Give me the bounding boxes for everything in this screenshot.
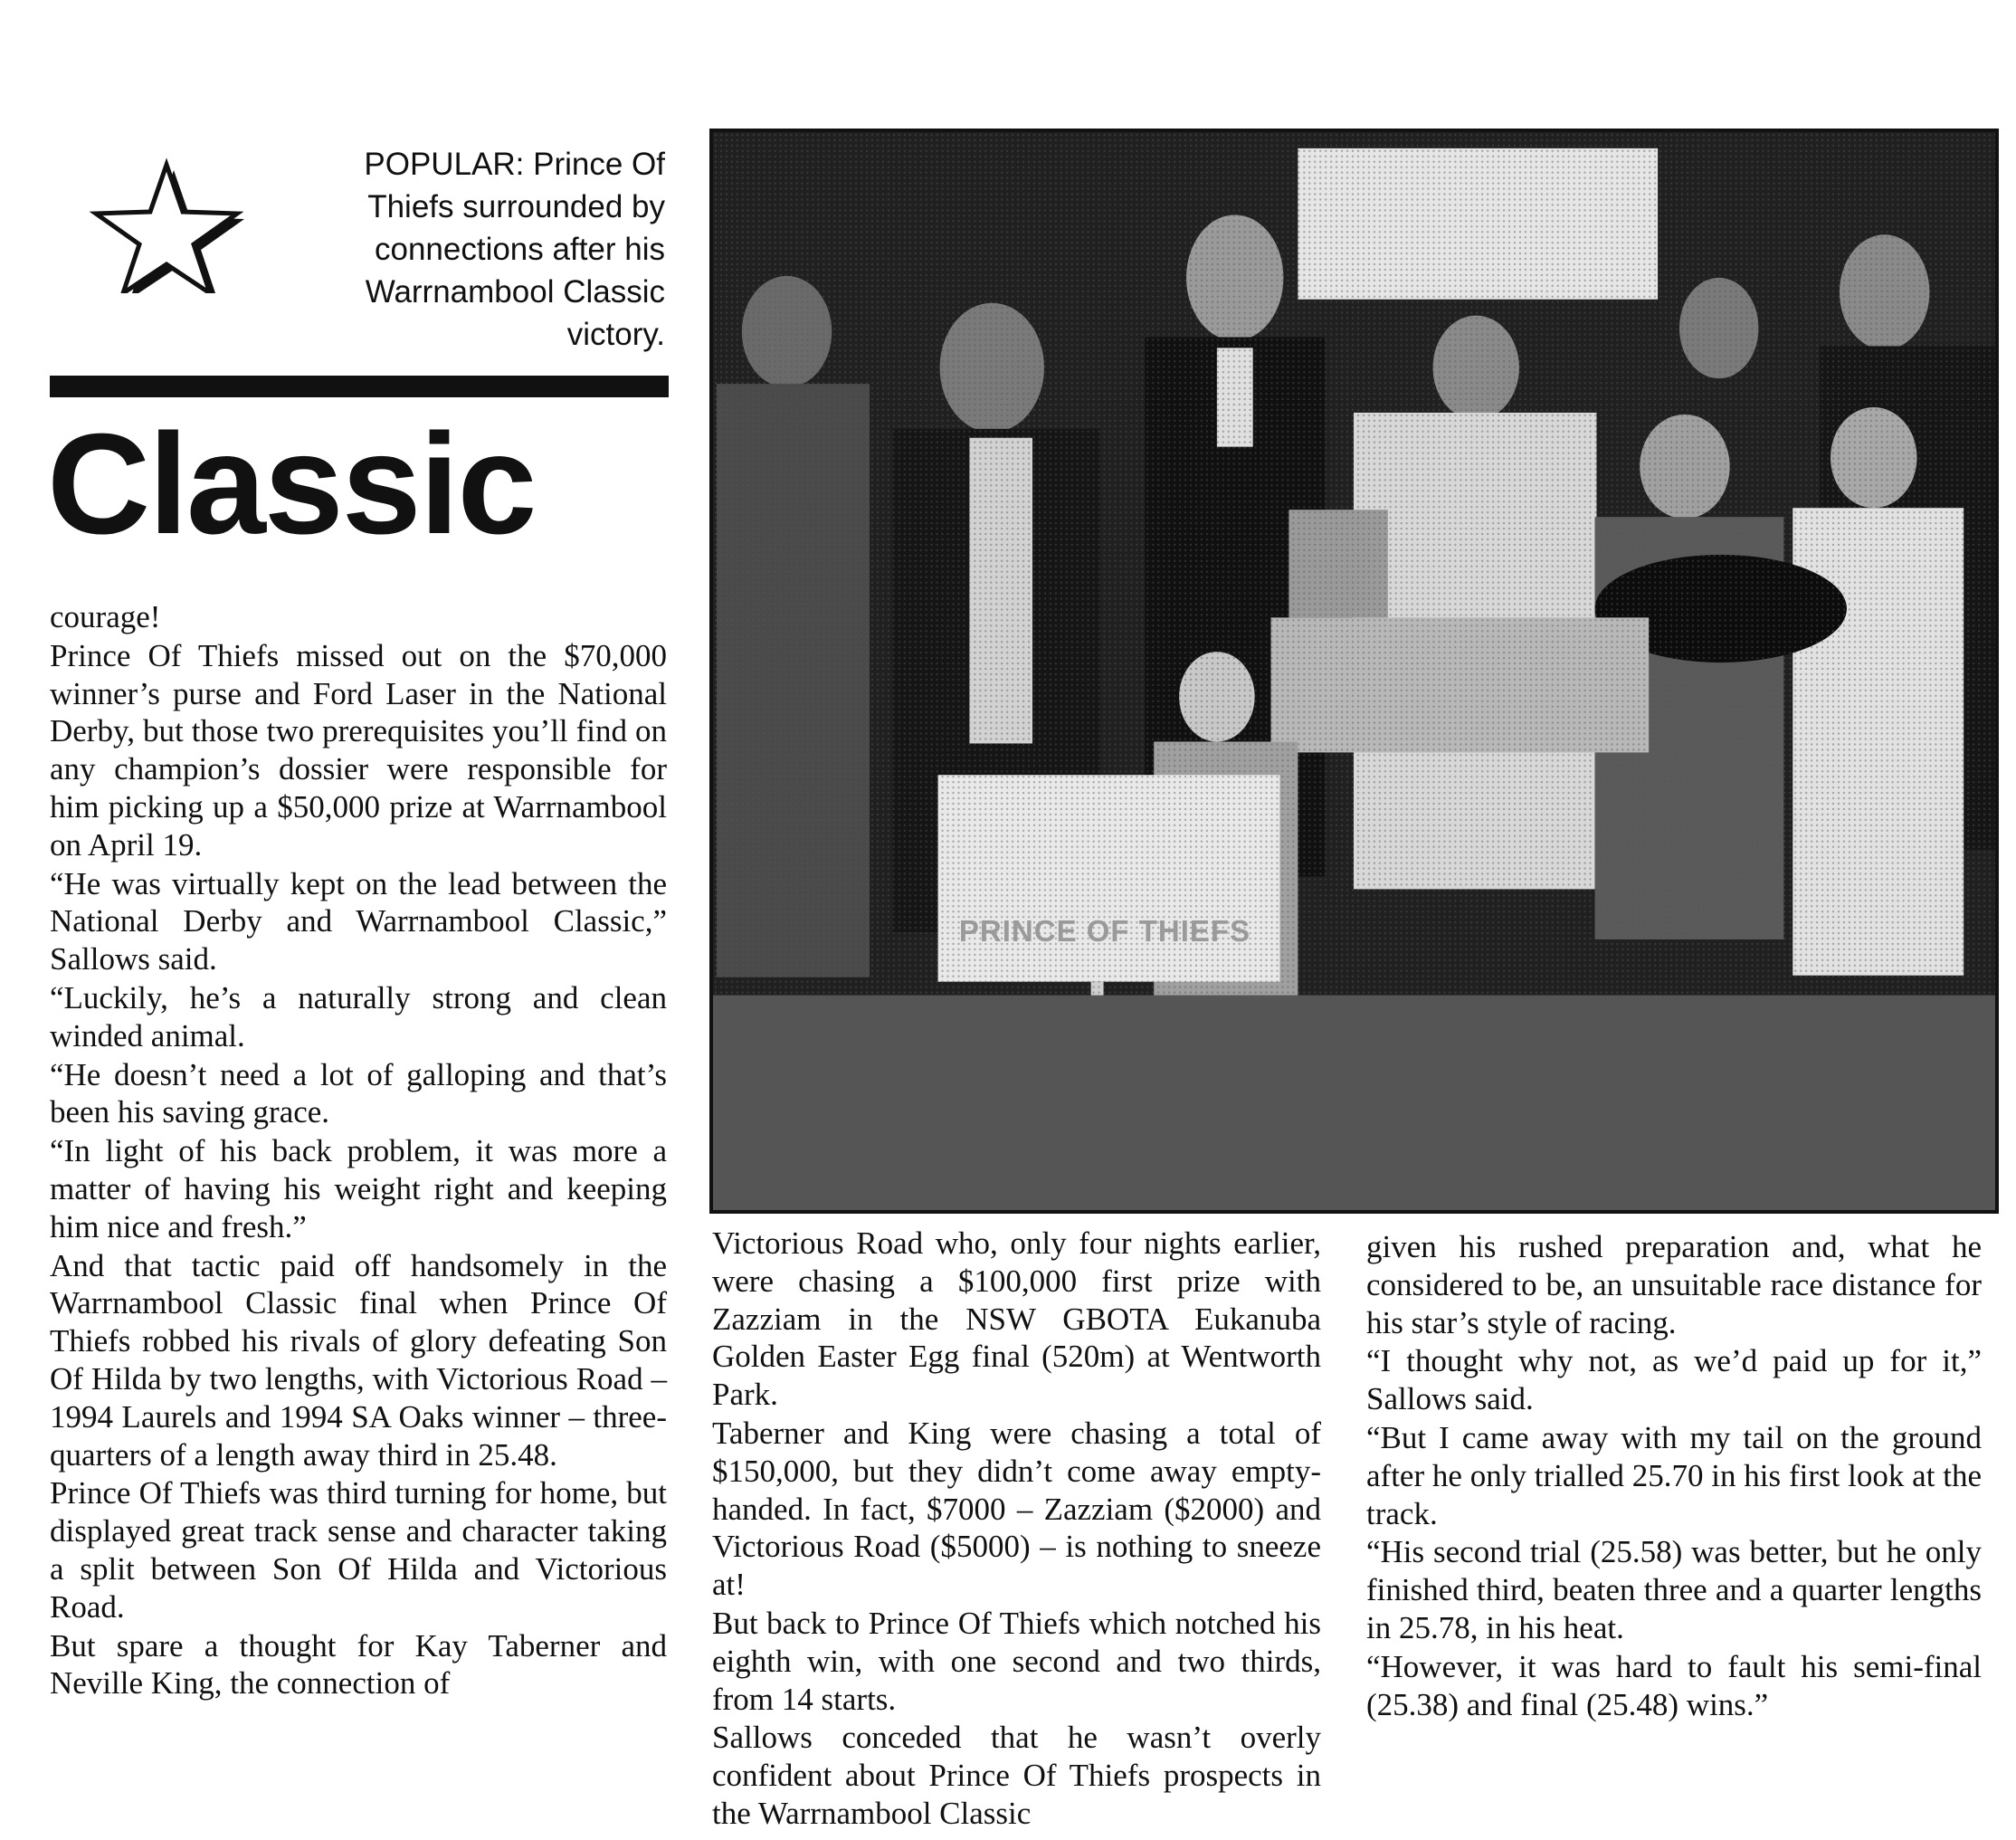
- caption-line: connections after his: [374, 232, 665, 267]
- sign-text: PRINCE OF THIEFS: [958, 914, 1251, 948]
- news-photo: [709, 129, 1999, 1214]
- paragraph: But spare a thought for Kay Taberner and Neville King, the connection of: [50, 1627, 667, 1702]
- paragraph: But back to Prince Of Thiefs which notched his eighth win, with one second and two thirds, from 14 starts.: [712, 1605, 1321, 1717]
- paragraph: Sallows conceded that he wasn’t overly confident about Prince Of Thiefs prospects in the Warrnambool Classic: [712, 1720, 1321, 1831]
- headline-rule: [50, 376, 669, 397]
- paragraph: “In light of his back problem, it was more a matter of having his weight right and keeping him nice and fresh.”: [50, 1133, 667, 1244]
- paragraph: “However, it was hard to fault his semi-final (25.38) and final (25.48) wins.”: [1366, 1648, 1982, 1722]
- paragraph: Prince Of Thiefs missed out on the $70,000 winner’s purse and Ford Laser in the National Derby, but those two prerequisites you’ll find on any champion’s dossier were responsible for him picking up a $50,000 prize at Warrnambool on April 19.: [50, 637, 667, 863]
- caption-line: victory.: [566, 317, 665, 352]
- paragraph: Prince Of Thiefs was third turning for home, but displayed great track sense and character taking a split between Son Of Hilda and Victorious Road.: [50, 1475, 667, 1625]
- article-column-2: [712, 1225, 1321, 1834]
- paragraph: Victorious Road who, only four nights earlier, were chasing a $100,000 first prize with Zazziam in the NSW GBOTA Eukanuba Golden Easter Egg final (520m) at Wentworth Park.: [712, 1225, 1321, 1413]
- article-column-3: [1366, 1228, 1982, 1724]
- paragraph: “He doesn’t need a lot of galloping and that’s been his saving grace.: [50, 1056, 667, 1130]
- star-icon: [89, 156, 252, 293]
- paragraph: “I thought why not, as we’d paid up for it,” Sallows said.: [1366, 1343, 1982, 1417]
- caption-line: Warrnambool Classic: [365, 274, 665, 310]
- paragraph: And that tactic paid off handsomely in the Warrnambool Classic final when Prince Of Thiefs robbed his rivals of glory defeating Son Of Hilda by two lengths, with Victorious Road – 1994 Laurels and 1994 SA Oaks winner – three-quarters of a length away third in 25.48.: [50, 1247, 667, 1473]
- headline: Classic: [47, 405, 536, 564]
- photo-caption: [285, 143, 665, 356]
- paragraph: courage!: [50, 599, 161, 634]
- paragraph: given his rushed preparation and, what he considered to be, an unsuitable race distance for his star’s style of racing.: [1366, 1229, 1982, 1340]
- paragraph: “His second trial (25.58) was better, but he only finished third, beaten three and a quarter lengths in 25.78, in his heat.: [1366, 1534, 1982, 1645]
- paragraph: “But I came away with my tail on the ground after he only trialled 25.70 in his first look at the track.: [1366, 1419, 1982, 1531]
- paragraph: “Luckily, he’s a naturally strong and clean winded animal.: [50, 979, 667, 1053]
- caption-line: POPULAR: Prince Of: [364, 147, 665, 182]
- paragraph: “He was virtually kept on the lead between the National Derby and Warrnambool Classic,” Sallows said.: [50, 865, 667, 977]
- article-column-1: [50, 598, 667, 1703]
- caption-line: Thiefs surrounded by: [367, 189, 665, 224]
- paragraph: Taberner and King were chasing a total of $150,000, but they didn’t come away empty-handed. In fact, $7000 – Zazziam ($2000) and Victorious Road ($5000) – is nothing to sneeze at!: [712, 1415, 1321, 1603]
